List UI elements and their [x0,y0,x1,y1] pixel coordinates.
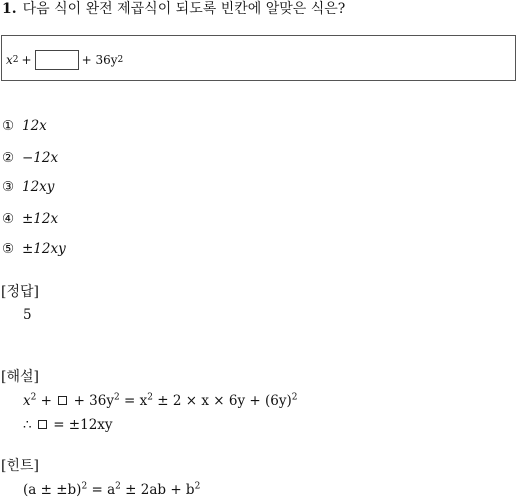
expression: x 2 + + 36y 2 [6,50,123,70]
choice-2[interactable] [2,149,58,167]
expression-box [1,35,516,81]
hint-b: = a [91,482,116,498]
hint-c: ± 2ab + b [125,482,195,498]
hint-a-exponent: 2 [81,481,88,492]
answer-value: 5 [23,307,32,323]
expl-result: = ±12xy [53,417,113,433]
expr-36y: + 36y [81,53,118,67]
therefore-symbol: ∴ [23,417,32,433]
expl-x-exponent: 2 [30,392,37,403]
hint-c-exponent: 2 [194,481,201,492]
expl-rest: ± 2 × x × 6y + (6y) [157,393,292,409]
choice-3-mark: ③ [2,179,15,195]
expl-y-exponent: 2 [113,392,120,403]
choice-4-text: ±12x [22,211,59,227]
expl-x: x [23,393,31,409]
answer-label: [정답] [1,284,39,300]
blank-square-icon [58,396,67,405]
choice-3-text: 12xy [22,179,55,195]
expl-plus: + [40,393,52,409]
expl-eq-x: = x [124,393,148,409]
choice-5-mark: ⑤ [2,241,15,257]
choice-2-text: −12x [22,150,59,166]
choice-4-mark: ④ [2,211,15,227]
explanation-line-2 [23,416,113,434]
blank-square-icon [38,420,47,429]
hint-b-exponent: 2 [115,481,121,492]
explanation-label: [해설] [1,369,39,385]
choice-5[interactable] [2,240,66,258]
choice-1-mark: ① [2,118,15,134]
choice-2-mark: ② [2,150,15,166]
expr-x: x [6,53,13,67]
choice-1[interactable] [2,117,47,135]
expl-6y-exponent: 2 [291,392,298,403]
question-number: 1. [2,1,17,17]
explanation-line-1 [23,392,297,410]
expr-plus: + [21,53,32,67]
hint-a: (a ± ±b) [23,482,82,498]
choice-1-text: 12x [22,118,47,134]
expl-36y: + 36y [73,393,114,409]
choice-5-text: ±12xy [22,241,66,257]
choice-4[interactable] [2,210,58,228]
hint-label: [힌트] [1,458,39,474]
hint-formula [23,481,200,499]
answer-blank[interactable] [35,50,79,70]
expl-x2-exponent: 2 [147,392,153,403]
question-text: 다음 식이 완전 제곱식이 되도록 빈칸에 알맞은 식은? [22,1,346,17]
question-title [2,0,345,18]
choice-3[interactable] [2,178,54,196]
